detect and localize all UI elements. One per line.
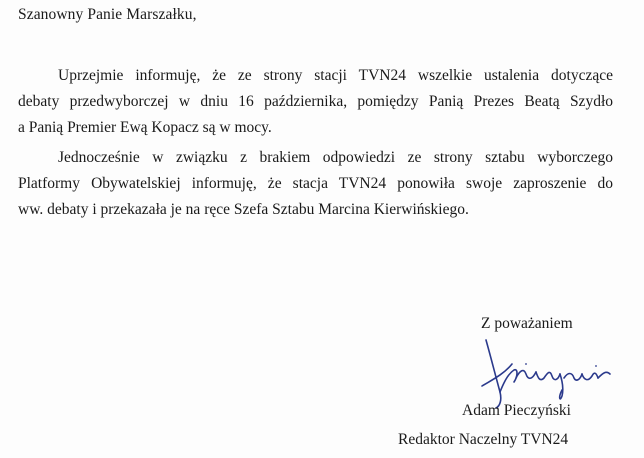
signer-name: Adam Pieczyński: [462, 402, 571, 419]
paragraph-2-line-2: Platformy Obywatelskiej informuję, że stacja TVN24 ponowiła swoje zaproszenie do: [18, 175, 613, 192]
paragraph-2-line-3: ww. debaty i przekazała je na ręce Szefa Sztabu Marcina Kierwińskiego.: [18, 201, 469, 218]
paragraph-1-line-3: a Panią Premier Ewą Kopacz są w mocy.: [18, 119, 272, 136]
paragraph-1-line-2: debaty przedwyborczej w dniu 16 października, pomiędzy Panią Prezes Beatą Szydło: [18, 93, 613, 110]
letter-closing: Z poważaniem: [481, 315, 573, 332]
letter-paragraph-2: [18, 145, 613, 223]
signer-title: Redaktor Naczelny TVN24: [398, 431, 569, 448]
letter-greeting: Szanowny Panie Marszałku,: [18, 6, 197, 23]
paragraph-2-line-1: Jednocześnie w związku z brakiem odpowiedzi ze strony sztabu wyborczego: [58, 149, 613, 166]
letter-paragraph-1: [18, 63, 613, 141]
paragraph-1-line-1: Uprzejmie informuję, że ze strony stacji TVN24 wszelkie ustalenia dotyczące: [58, 67, 613, 84]
